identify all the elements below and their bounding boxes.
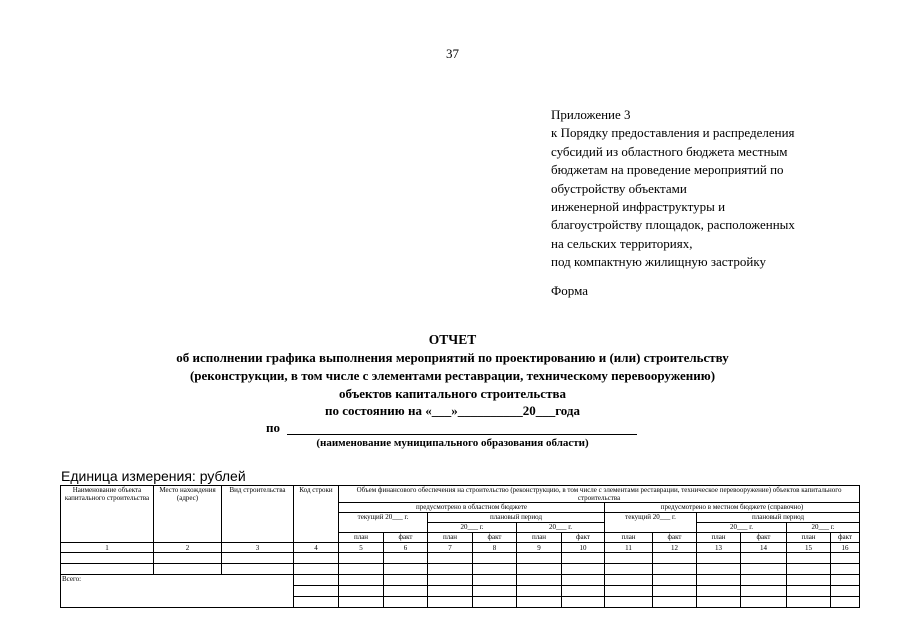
table-cell: [741, 586, 787, 597]
table-cell: [294, 553, 339, 564]
table-cell: [787, 575, 831, 586]
table-cell: [339, 553, 384, 564]
header-local-budget: предусмотрено в местном бюджете (справочно): [605, 503, 860, 513]
table-cell: [605, 564, 653, 575]
header-current-year: текущий 20___ г.: [339, 513, 428, 533]
column-number: 1: [61, 543, 154, 553]
table-cell: [428, 564, 473, 575]
column-number: 7: [428, 543, 473, 553]
table-cell: [562, 564, 605, 575]
column-number: 12: [653, 543, 697, 553]
header-regional-budget: предусмотрено в областном бюджете: [339, 503, 605, 513]
table-cell: [473, 575, 517, 586]
header-year: 20___ г.: [787, 523, 860, 533]
municipality-caption: (наименование муниципального образования области): [316, 437, 589, 449]
column-number: 14: [741, 543, 787, 553]
table-cell: [61, 564, 154, 575]
table-cell: [653, 564, 697, 575]
header-plan: план: [605, 533, 653, 543]
table-cell: [697, 586, 741, 597]
table-cell: [384, 597, 428, 608]
report-date-line: по состоянию на «___»__________20___года: [325, 403, 580, 418]
header-plan: план: [787, 533, 831, 543]
table-cell: [294, 575, 339, 586]
appendix-line: Приложение 3: [551, 107, 631, 122]
header-planned-period: плановый период: [428, 513, 605, 523]
header-plan: план: [339, 533, 384, 543]
appendix-line: благоустройству площадок, расположенных: [551, 217, 795, 233]
header-fact: факт: [384, 533, 428, 543]
table-cell: [787, 553, 831, 564]
report-title: ОТЧЕТ: [428, 332, 477, 347]
appendix-line: субсидий из областного бюджета местным: [551, 143, 788, 159]
col-header-row-code: Код строки: [294, 486, 339, 543]
col-header-funding: Объем финансового обеспечения на строительство (реконструкцию, в том числе с элементами реставрации, техническое перевооружение) объектов капитального строительства: [339, 486, 860, 503]
table-cell: [653, 553, 697, 564]
table-cell: [605, 553, 653, 564]
appendix-line: бюджетам на проведение мероприятий по: [551, 162, 784, 178]
header-year: 20___ г.: [517, 523, 605, 533]
table-cell: [831, 564, 860, 575]
municipality-label: по: [266, 420, 280, 435]
table-cell: [653, 597, 697, 608]
table-cell: [428, 586, 473, 597]
header-year: 20___ г.: [428, 523, 517, 533]
appendix-line: к Порядку предоставления и распределения: [551, 125, 795, 141]
table-cell: [384, 553, 428, 564]
table-cell: [473, 597, 517, 608]
header-current-year: текущий 20___ г.: [605, 513, 697, 533]
table-cell: [154, 564, 222, 575]
form-label: Форма: [551, 283, 588, 298]
col-header-construction-type: Вид строительства: [222, 486, 294, 543]
table-cell: [517, 597, 562, 608]
table-cell: [787, 564, 831, 575]
table-cell: [787, 597, 831, 608]
header-plan: план: [697, 533, 741, 543]
table-cell: [831, 575, 860, 586]
table-cell: [154, 553, 222, 564]
table-cell: [294, 597, 339, 608]
table-cell: [741, 575, 787, 586]
column-number: 13: [697, 543, 741, 553]
report-subtitle-line: объектов капитального строительства: [339, 386, 566, 401]
table-cell: [653, 586, 697, 597]
table-cell: [562, 575, 605, 586]
municipality-field-line: [287, 434, 637, 435]
column-number: 5: [339, 543, 384, 553]
table-row: [61, 564, 860, 575]
appendix-line: инженерной инфраструктуры и: [551, 199, 726, 215]
table-cell: [697, 575, 741, 586]
header-fact: факт: [741, 533, 787, 543]
appendix-line: под компактную жилищную застройку: [551, 254, 766, 270]
column-number: 10: [562, 543, 605, 553]
table-cell: [517, 564, 562, 575]
table-cell: [831, 597, 860, 608]
table-cell: [339, 586, 384, 597]
table-cell: [222, 564, 294, 575]
column-number: 4: [294, 543, 339, 553]
table-cell: [605, 575, 653, 586]
table-cell: [697, 564, 741, 575]
header-fact: факт: [473, 533, 517, 543]
column-number: 3: [222, 543, 294, 553]
table-cell: [473, 586, 517, 597]
table-cell: [428, 597, 473, 608]
table-cell: [741, 553, 787, 564]
total-label: Всего:: [61, 575, 294, 608]
header-fact: факт: [653, 533, 697, 543]
table-cell: [517, 553, 562, 564]
table-cell: [787, 586, 831, 597]
table-cell: [339, 597, 384, 608]
report-subtitle-line: об исполнении графика выполнения мероприятий по проектированию и (или) строительству: [176, 350, 729, 365]
header-fact: факт: [562, 533, 605, 543]
col-header-location: Место нахождения (адрес): [154, 486, 222, 543]
table-cell: [741, 597, 787, 608]
table-cell: [741, 564, 787, 575]
table-cell: [339, 575, 384, 586]
column-number: 2: [154, 543, 222, 553]
table-cell: [384, 586, 428, 597]
column-number: 11: [605, 543, 653, 553]
table-cell: [428, 575, 473, 586]
page-number: 37: [446, 46, 459, 61]
table-cell: [697, 597, 741, 608]
table-cell: [517, 575, 562, 586]
table-cell: [562, 553, 605, 564]
table-cell: [294, 564, 339, 575]
table-cell: [562, 586, 605, 597]
table-row-total: [61, 575, 860, 586]
column-number: 8: [473, 543, 517, 553]
table-cell: [831, 586, 860, 597]
table-cell: [384, 564, 428, 575]
table-cell: [831, 553, 860, 564]
table-cell: [428, 553, 473, 564]
table-cell: [605, 597, 653, 608]
table-cell: [653, 575, 697, 586]
table-cell: [473, 553, 517, 564]
column-number: 16: [831, 543, 860, 553]
table-row: [61, 553, 860, 564]
table-cell: [562, 597, 605, 608]
column-number: 6: [384, 543, 428, 553]
table-cell: [517, 586, 562, 597]
table-cell: [473, 564, 517, 575]
header-fact: факт: [831, 533, 860, 543]
appendix-line: на сельских территориях,: [551, 235, 693, 251]
appendix-line: обустройству объектами: [551, 180, 687, 196]
header-planned-period: плановый период: [697, 513, 860, 523]
report-table: [60, 485, 860, 608]
table-cell: [339, 564, 384, 575]
column-number: 9: [517, 543, 562, 553]
report-subtitle-line: (реконструкции, в том числе с элементами реставрации, техническому перевооружению): [189, 368, 716, 383]
table-cell: [222, 553, 294, 564]
table-cell: [294, 586, 339, 597]
col-header-object-name: Наименование объекта капитального строительства: [61, 486, 154, 543]
table-cell: [697, 553, 741, 564]
header-plan: план: [517, 533, 562, 543]
column-number: 15: [787, 543, 831, 553]
table-cell: [384, 575, 428, 586]
header-plan: план: [428, 533, 473, 543]
appendix-block: [551, 106, 881, 272]
header-year: 20___ г.: [697, 523, 787, 533]
table-cell: [61, 553, 154, 564]
table-cell: [605, 586, 653, 597]
unit-label: Единица измерения: рублей: [61, 468, 246, 484]
